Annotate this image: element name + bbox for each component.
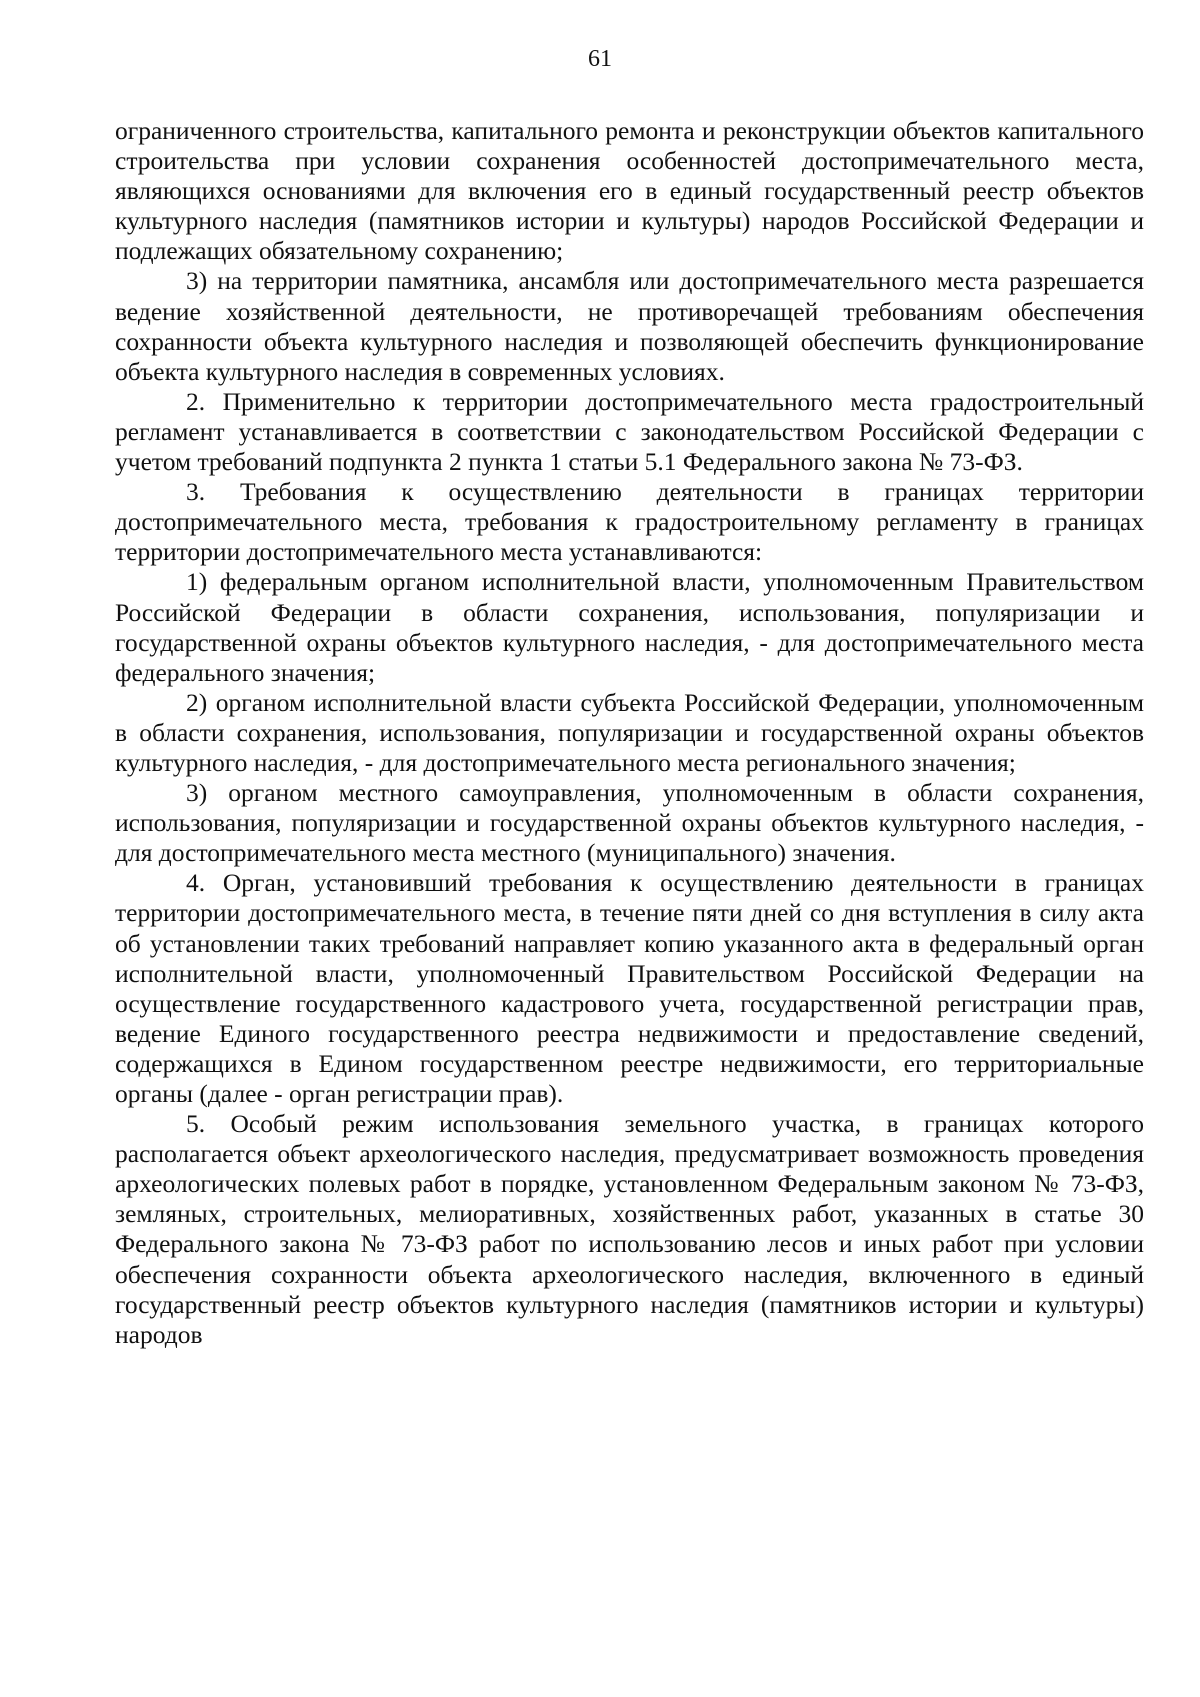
paragraph-4: 4. Орган, установивший требования к осуществлению деятельности в границах территории достопримечательного места, в течение пяти дней со дня вступления в силу акта об установлении таких требований направляет копию указанного акта в федеральный орган исполнительной власти, уполномоченный Правительством Российской Федерации на осуществление государственного кадастрового учета, государственной регистрации прав, ведение Единого государственного реестра недвижимости и предоставление сведений, содержащихся в Едином государственном реестре недвижимости, его территориальные органы (далее - орган регистрации прав). [115,868,1144,1108]
paragraph-3-item-3: 3) органом местного самоуправления, уполномоченным в области сохранения, использования, популяризации и государственной охраны объектов культурного наследия, - для достопримечательного места местного (муниципального) значения. [115,778,1144,868]
paragraph-continuation: ограниченного строительства, капитального ремонта и реконструкции объектов капитального строительства при условии сохранения особенностей достопримечательного места, являющихся основаниями для включения его в единый государственный реестр объектов культурного наследия (памятников истории и культуры) народов Российской Федерации и подлежащих обязательному сохранению; [115,116,1144,266]
page-number: 61 [588,46,612,72]
paragraph-item-3: 3) на территории памятника, ансамбля или достопримечательного места разрешается ведение хозяйственной деятельности, не противоречащей требованиям обеспечения сохранности объекта культурного наследия и позволяющей обеспечить функционирование объекта культурного наследия в современных условиях. [115,266,1144,386]
paragraph-2: 2. Применительно к территории достопримечательного места градостроительный регламент устанавливается в соответствии с законодательством Российской Федерации с учетом требований подпункта 2 пункта 1 статьи 5.1 Федерального закона № 73-ФЗ. [115,386,1144,477]
document-body [115,116,1144,1350]
paragraph-3-item-1: 1) федеральным органом исполнительной власти, уполномоченным Правительством Российской Федерации в области сохранения, использования, популяризации и государственной охраны объектов культурного наследия, - для достопримечательного места федерального значения; [115,567,1144,687]
paragraph-5: 5. Особый режим использования земельного участка, в границах которого располагается объект археологического наследия, предусматривает возможность проведения археологических полевых работ в порядке, установленном Федеральным законом № 73-ФЗ, земляных, строительных, мелиоративных, хозяйственных работ, указанных в статье 30 Федерального закона № 73-ФЗ работ по использованию лесов и иных работ при условии обеспечения сохранности объекта археологического наследия, включенного в единый государственный реестр объектов культурного наследия (памятников истории и культуры) народов [115,1109,1144,1349]
paragraph-3-item-2: 2) органом исполнительной власти субъекта Российской Федерации, уполномоченным в области сохранения, использования, популяризации и государственной охраны объектов культурного наследия, - для достопримечательного места регионального значения; [115,687,1144,777]
paragraph-3: 3. Требования к осуществлению деятельности в границах территории достопримечательного места, требования к градостроительному регламенту в границах территории достопримечательного места устанавливаются: [115,477,1144,567]
